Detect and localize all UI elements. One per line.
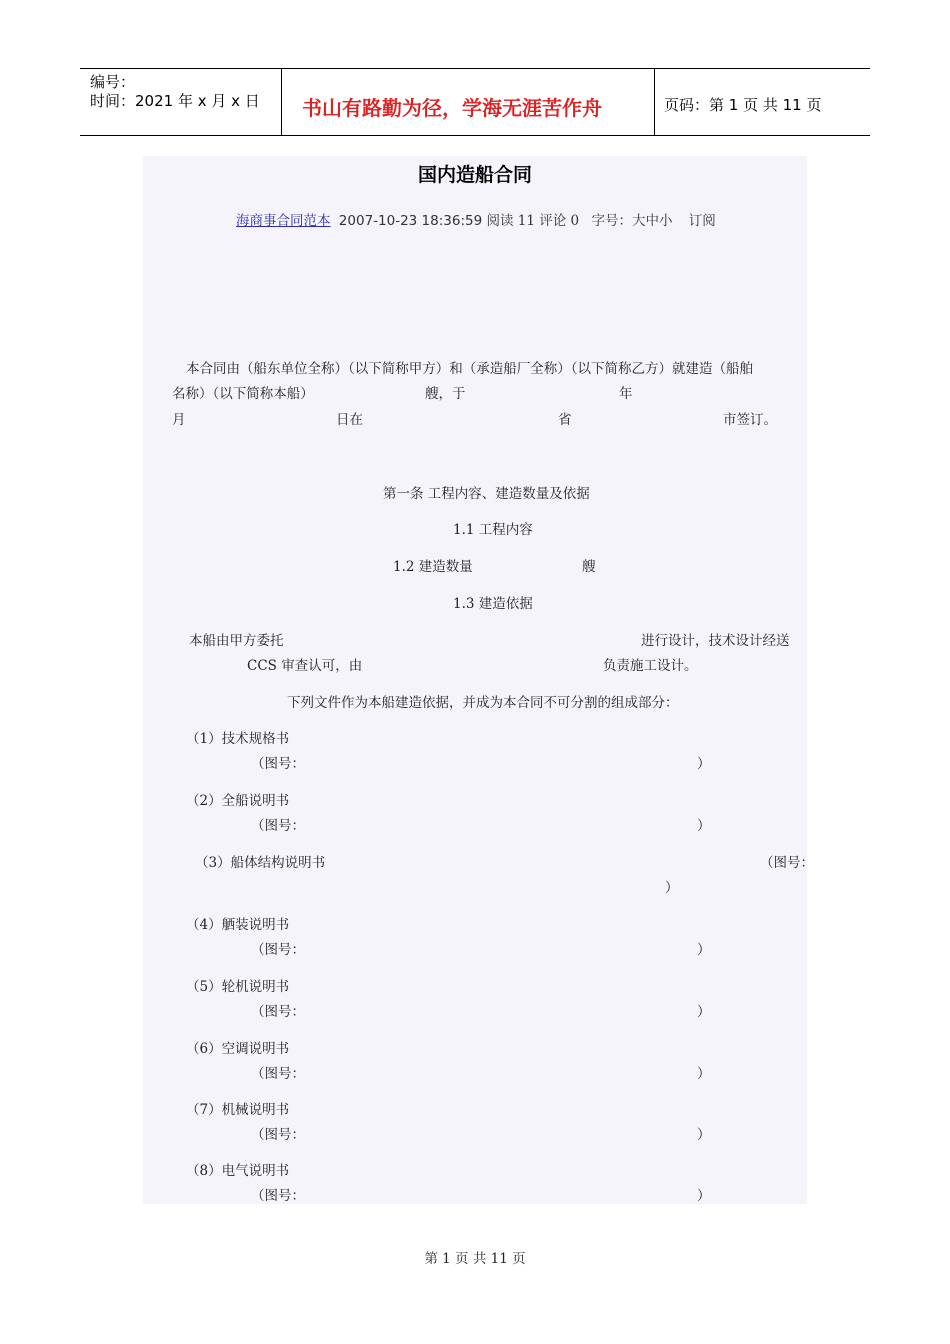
header-page-info: 页码：第 1 页 共 11 页 <box>664 96 822 114</box>
doc-close-paren: ） <box>697 818 711 834</box>
intro-line-2c: 年 <box>619 386 633 402</box>
header-top-rule <box>80 68 870 69</box>
intro-line-3c: 省 <box>558 412 572 428</box>
doc-item-6: （6）空调说明书 <box>186 1041 290 1057</box>
doc-drawing-no: （图号： <box>251 818 305 834</box>
design-line-1b: 进行设计，技术设计经送 <box>641 633 790 649</box>
clause-1-1: 1.1 工程内容 <box>453 522 533 538</box>
post-datetime: 2007-10-23 18:36:59 <box>338 213 483 229</box>
header-motto: 书山有路勤为径，学海无涯苦作舟 <box>302 96 602 120</box>
doc-drawing-no: （图号： <box>251 1188 305 1204</box>
clause-1-2: 1.2 建造数量 <box>393 559 473 575</box>
clause-1-3: 1.3 建造依据 <box>453 596 533 612</box>
doc-drawing-no: （图号： <box>251 1004 305 1020</box>
intro-line-3b: 日在 <box>336 412 363 428</box>
doc-drawing-no: （图号： <box>251 942 305 958</box>
header-number-label: 编号： <box>90 73 136 91</box>
doc-close-paren: ） <box>697 1066 711 1082</box>
doc-close-paren: ） <box>697 942 711 958</box>
doc-close-paren: ） <box>697 1188 711 1204</box>
font-size-selector[interactable]: 字号：大中小 <box>591 213 673 229</box>
design-line-1a: 本船由甲方委托 <box>189 633 284 649</box>
intro-line-1: 本合同由（船东单位全称）（以下简称甲方）和（承造船厂全称）（以下简称乙方）就建造（船舶 <box>186 361 753 377</box>
doc-close-paren: ） <box>697 756 711 772</box>
doc-item-8: （8）电气说明书 <box>186 1163 290 1179</box>
article-title: 国内造船合同 <box>417 164 532 186</box>
design-line-2b: 负责施工设计。 <box>603 658 698 674</box>
header-bottom-rule <box>80 135 870 136</box>
doc-item-3: （3）船体结构说明书 <box>195 855 326 871</box>
doc-drawing-no: （图号： <box>251 1066 305 1082</box>
header-divider-left <box>281 68 282 136</box>
header-divider-right <box>654 68 655 136</box>
doc-item-7: （7）机械说明书 <box>186 1102 290 1118</box>
design-line-2a: CCS 审查认可，由 <box>247 658 363 674</box>
doc-drawing-no: （图号： <box>251 1127 305 1143</box>
intro-line-3a: 月 <box>172 412 186 428</box>
section-1-title: 第一条 工程内容、建造数量及依据 <box>383 486 590 502</box>
header-time: 时间：2021 年 x 月 x 日 <box>90 92 260 110</box>
doc-close-paren: ） <box>697 1127 711 1143</box>
clause-1-2-unit: 艘 <box>582 559 596 575</box>
page-footer: 第 1 页 共 11 页 <box>424 1251 526 1267</box>
category-link[interactable]: 海商事合同范本 <box>236 213 331 229</box>
doc-item-2: （2）全船说明书 <box>186 793 290 809</box>
doc-close-paren: ） <box>697 1004 711 1020</box>
doc-drawing-no: （图号： <box>251 756 305 772</box>
intro-line-2a: 名称）（以下简称本船） <box>172 386 314 402</box>
doc-item-5: （5）轮机说明书 <box>186 979 290 995</box>
doc-close-paren: ） <box>665 880 679 896</box>
comment-count: 评论 0 <box>539 213 580 229</box>
doc-item-4: （4）舾装说明书 <box>186 917 290 933</box>
doc-drawing-no: （图号： <box>760 855 814 871</box>
intro-line-2b: 艘，于 <box>425 386 466 402</box>
docs-intro: 下列文件作为本船建造依据，并成为本合同不可分割的组成部分： <box>287 695 679 711</box>
intro-line-3d: 市签订。 <box>723 412 777 428</box>
doc-item-1: （1）技术规格书 <box>186 731 290 747</box>
article-meta <box>236 209 716 229</box>
subscribe-link[interactable]: 订阅 <box>688 213 716 229</box>
read-count: 阅读 11 <box>486 213 535 229</box>
